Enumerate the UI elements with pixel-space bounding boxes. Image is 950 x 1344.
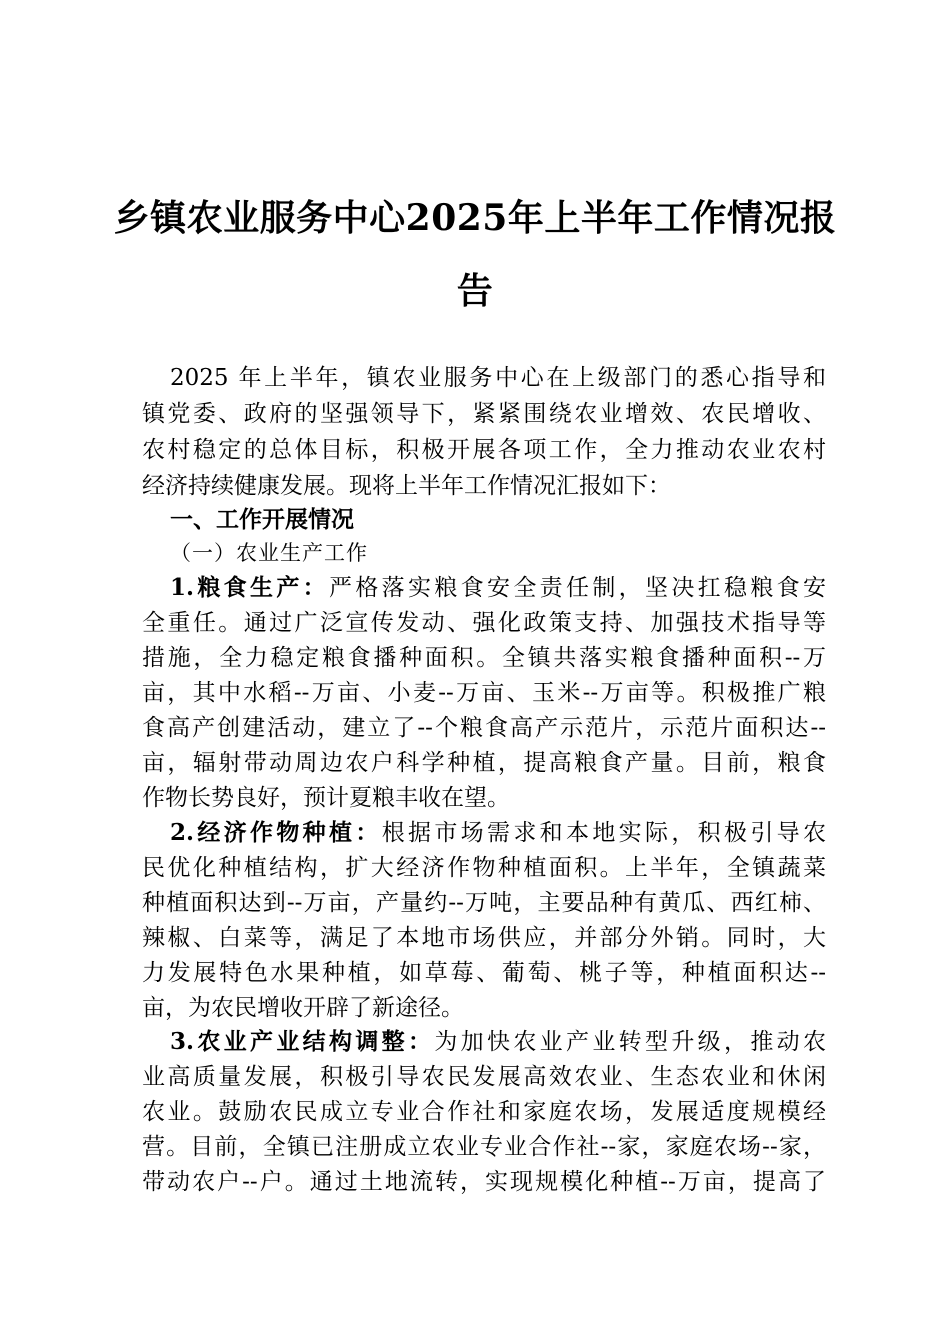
item-text: 严格落实粮食安全责任制，坚决扛稳粮食安 [329,575,827,601]
item-text: 根据市场需求和本地实际，积极引导农 [381,820,827,846]
paragraph-first-line [170,818,826,848]
item-text: 为加快农业产业转型升级，推动农 [434,1029,827,1055]
item-label: 2.经济作物种植： [170,819,382,846]
section-heading: 一、工作开展情况 [170,507,354,533]
paragraph-line: 作物长势良好，预计夏粮丰收在望。 [142,785,510,811]
paragraph-line: 业高质量发展，积极引导农民发展高效农业、生态农业和休闲 [142,1064,826,1090]
paragraph-line: 带动农户--户。通过土地流转，实现规模化种植--万亩，提高了 [142,1169,826,1195]
paragraph-line: 全重任。通过广泛宣传发动、强化政策支持、加强技术指导等 [142,610,826,636]
paragraph-line: 食高产创建活动，建立了--个粮食高产示范片，示范片面积达-- [142,715,826,741]
intro-line: 经济持续健康发展。现将上半年工作情况汇报如下： [142,473,671,499]
intro-line: 镇党委、政府的坚强领导下，紧紧围绕农业增效、农民增收、 [142,401,826,427]
paragraph-first-line [170,573,826,603]
paragraph-line: 亩，其中水稻--万亩、小麦--万亩、玉米--万亩等。积极推广粮 [142,680,826,706]
paragraph-line: 措施，全力稳定粮食播种面积。全镇共落实粮食播种面积--万 [142,645,826,671]
paragraph-line: 营。目前，全镇已注册成立农业专业合作社--家，家庭农场--家， [142,1134,826,1160]
item-label: 3.农业产业结构调整： [170,1028,435,1055]
paragraph-line: 民优化种植结构，扩大经济作物种植面积。上半年，全镇蔬菜 [142,855,826,881]
paragraph-first-line [170,1027,826,1057]
document-title-line-2: 告 [456,270,494,312]
subsection-heading: （一）农业生产工作 [170,541,368,565]
document-title-line-1: 乡镇农业服务中心2025年上半年工作情况报 [113,197,837,239]
intro-line: 2025 年上半年，镇农业服务中心在上级部门的悉心指导和 [170,365,826,391]
paragraph-line: 亩，为农民增收开辟了新途径。 [142,995,464,1021]
intro-line: 农村稳定的总体目标，积极开展各项工作，全力推动农业农村 [142,437,826,463]
paragraph-line: 亩，辐射带动周边农户科学种植，提高粮食产量。目前，粮食 [142,750,826,776]
paragraph-line: 种植面积达到--万亩，产量约--万吨，主要品种有黄瓜、西红柿、 [142,890,826,916]
paragraph-line: 农业。鼓励农民成立专业合作社和家庭农场，发展适度规模经 [142,1099,826,1125]
paragraph-line: 辣椒、白菜等，满足了本地市场供应，并部分外销。同时，大 [142,925,826,951]
item-label: 1.粮食生产： [170,574,330,601]
paragraph-line: 力发展特色水果种植，如草莓、葡萄、桃子等，种植面积达-- [142,960,826,986]
